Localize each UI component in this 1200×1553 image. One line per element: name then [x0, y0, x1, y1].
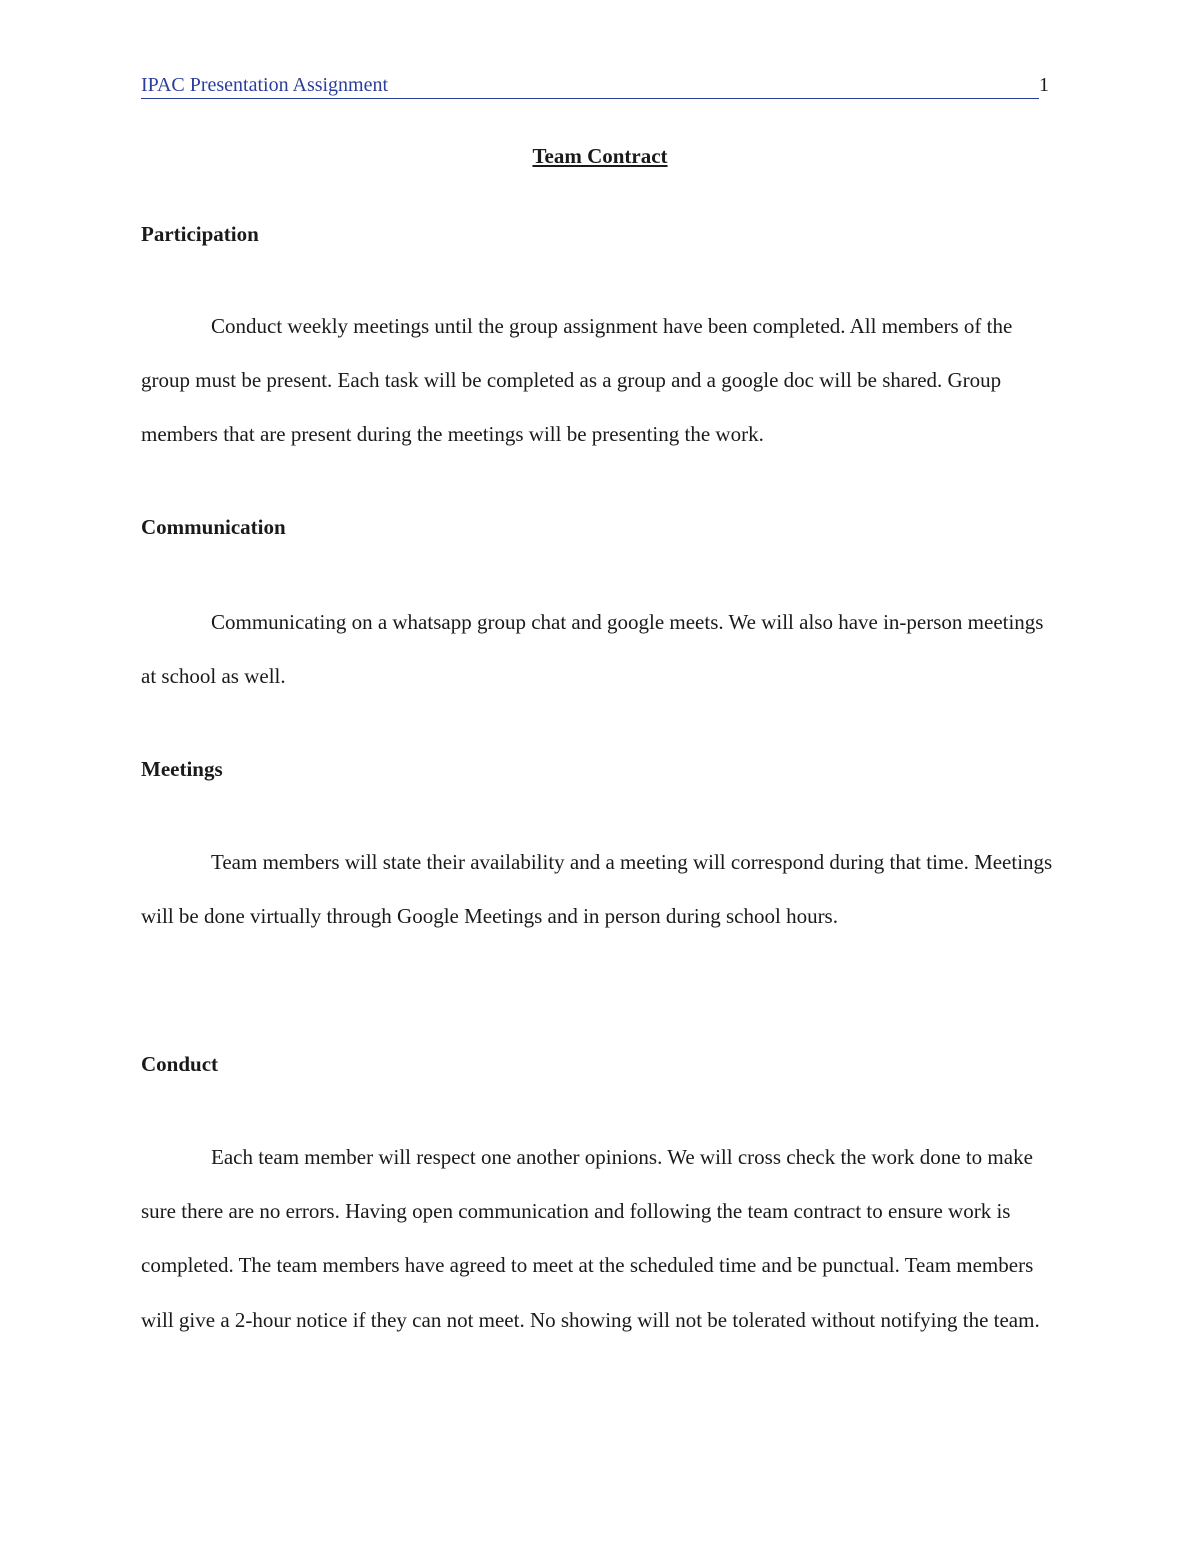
section-body-meetings: Team members will state their availability and a meeting will correspond during that time. Meetings will be done virtually through Google Meetings and in person during school hours.: [141, 850, 1053, 929]
section-body-participation: Conduct weekly meetings until the group assignment have been completed. All members of the group must be present. Each task will be completed as a group and a google doc will be shared. Group members that are present during the meetings will be presenting the work.: [141, 314, 1013, 447]
section-heading-meetings: Meetings: [141, 757, 223, 781]
section-body-conduct: Each team member will respect one another opinions. We will cross check the work done to make sure there are no errors. Having open communication and following the team contract to ensure work is completed. The team members have agreed to meet at the scheduled time and be punctual. Team members will give a 2-hour notice if they can not meet. No showing will not be tolerated without notifying the team.: [141, 1145, 1040, 1332]
running-head-title: IPAC Presentation Assignment: [141, 72, 1039, 99]
section-heading-conduct: Conduct: [141, 1052, 219, 1076]
page-number: 1: [1039, 74, 1049, 96]
section-heading-participation: Participation: [141, 222, 259, 246]
section-heading-communication: Communication: [141, 515, 286, 539]
page-header: [141, 72, 1049, 98]
section-body-communication: Communicating on a whatsapp group chat and google meets. We will also have in-person meetings at school as well.: [141, 610, 1044, 689]
document-title: Team Contract: [532, 144, 668, 168]
